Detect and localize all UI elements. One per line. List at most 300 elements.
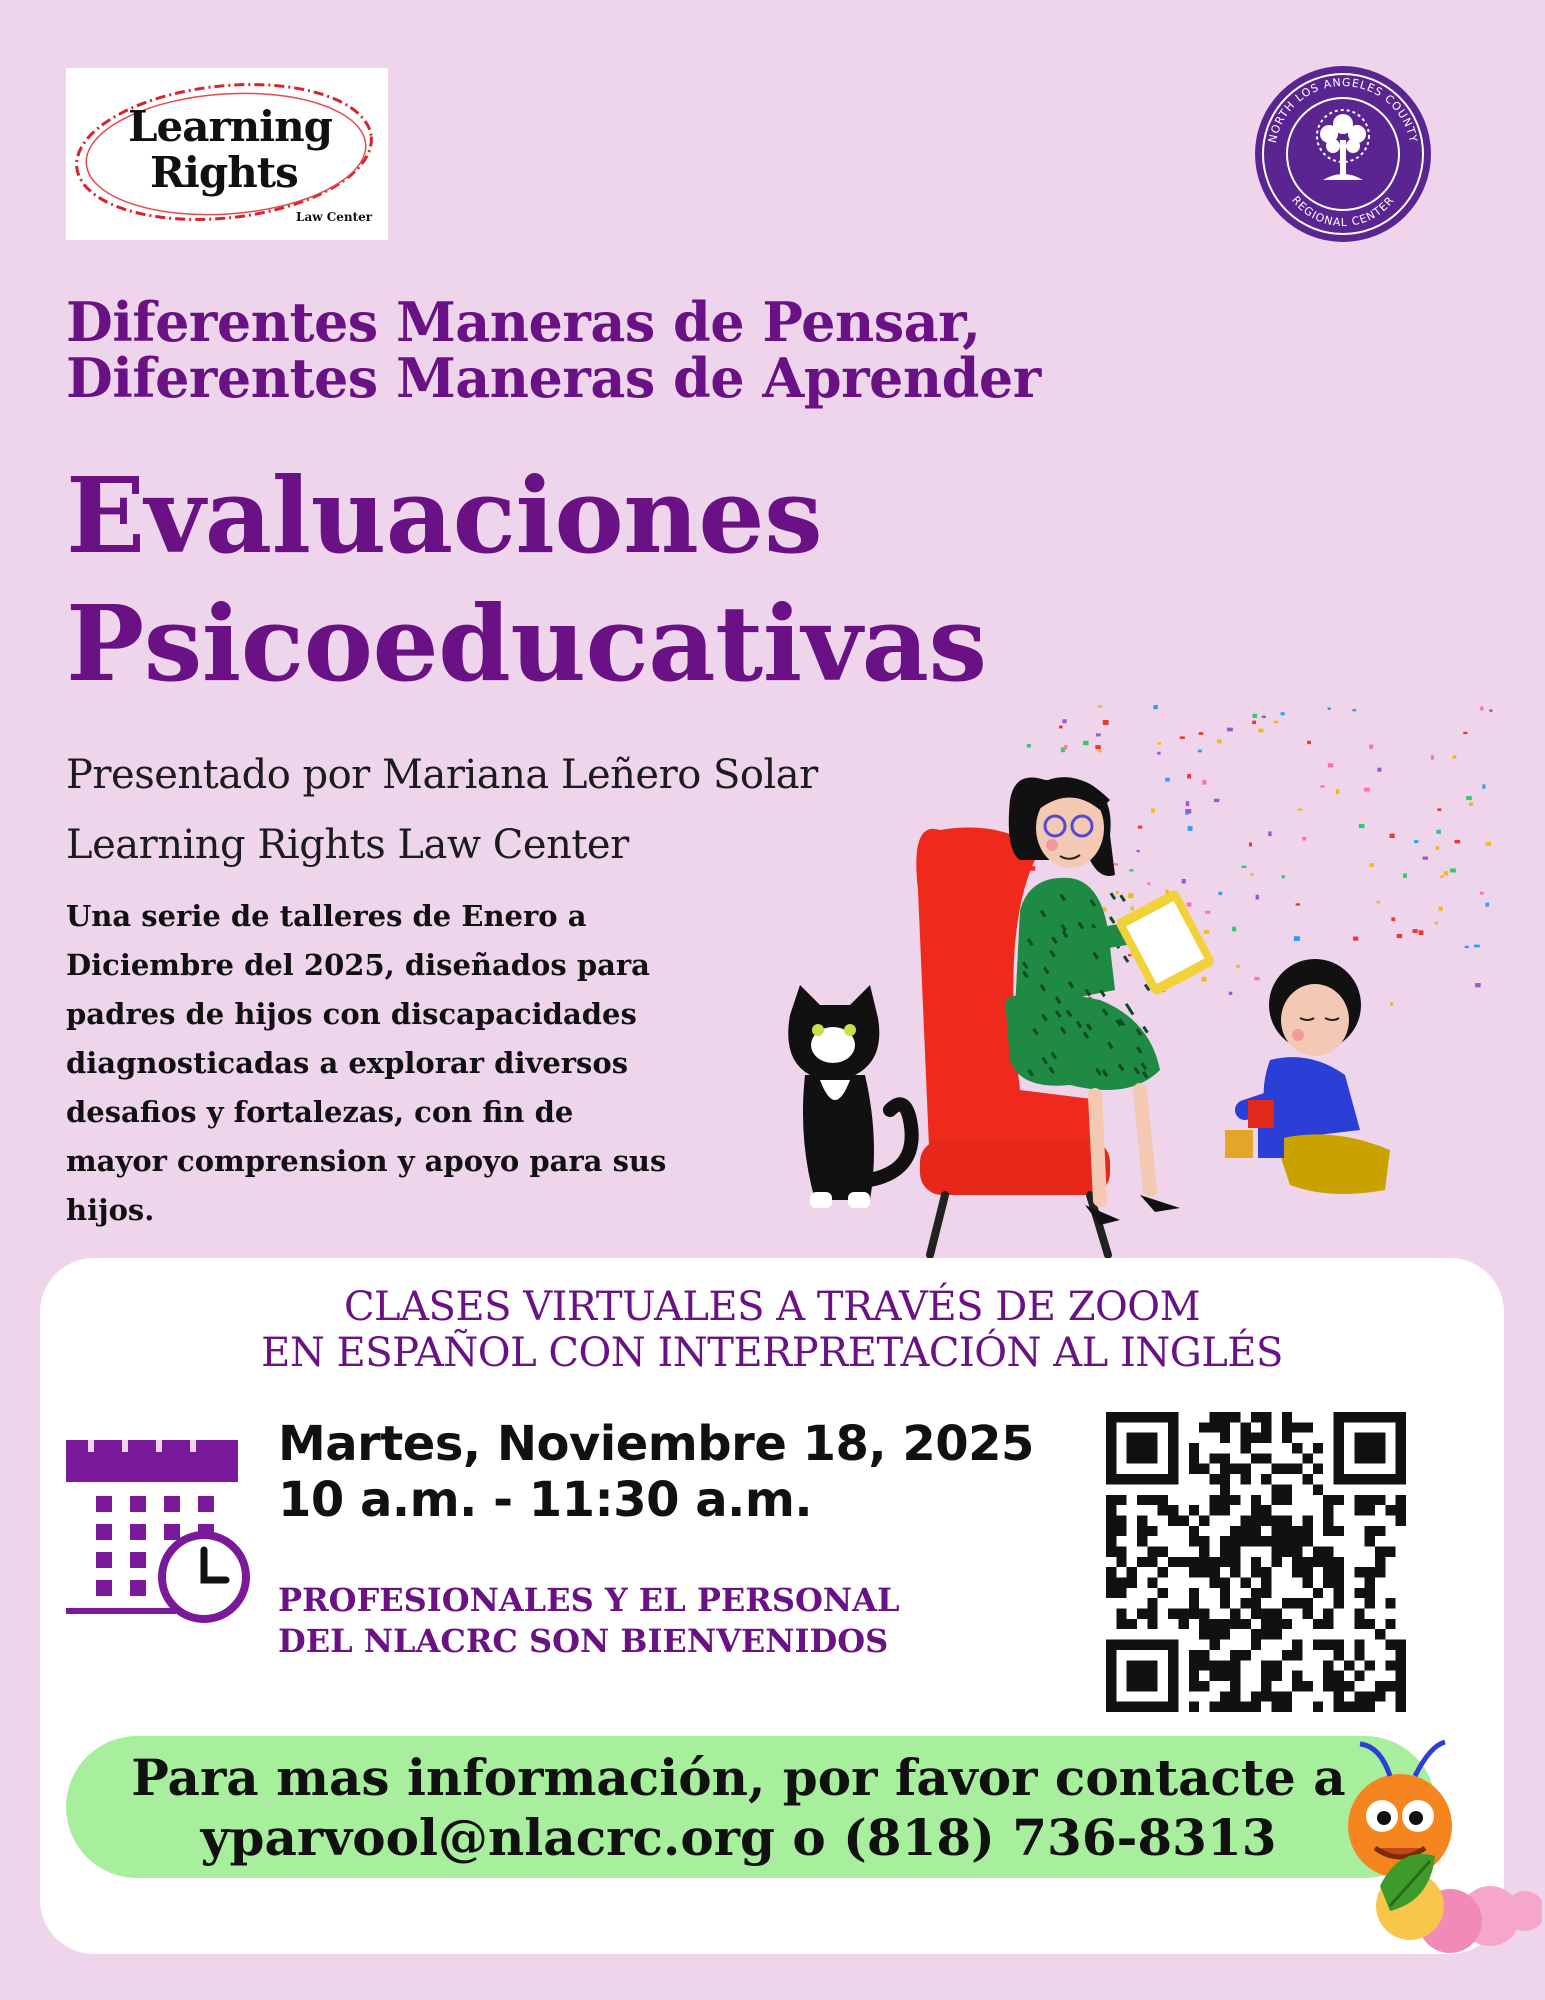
qr-module [1106,1546,1116,1556]
qr-module [1240,1702,1250,1712]
qr-module [1261,1681,1271,1691]
qr-module [1272,1464,1282,1474]
qr-module [1116,1515,1126,1525]
qr-module [1272,1619,1282,1629]
qr-module [1178,1557,1188,1567]
qr-module [1334,1578,1344,1588]
confetti-piece [1297,809,1302,811]
description-line: Diciembre del 2025, diseñados para [66,948,650,982]
qr-module [1220,1660,1230,1670]
confetti-piece [1336,789,1340,794]
confetti-piece [1364,788,1370,792]
qr-module [1209,1557,1219,1567]
qr-module [1375,1557,1385,1567]
qr-module [1199,1546,1209,1556]
event-mode-line-2: EN ESPAÑOL CON INTERPRETACIÓN AL INGLÉS [261,1330,1283,1376]
calendar-day [130,1524,146,1540]
confetti-piece [1250,873,1253,876]
confetti-piece [1403,873,1407,877]
qr-module [1189,1464,1199,1474]
qr-module [1375,1629,1385,1639]
page-title [66,452,987,708]
qr-module [1354,1650,1364,1660]
qr-module [1189,1505,1199,1515]
qr-module [1240,1433,1250,1443]
confetti-piece [1466,796,1472,800]
confetti-piece [1151,809,1155,813]
confetti-piece [1198,750,1202,753]
qr-finder [1127,1660,1158,1691]
qr-module [1199,1464,1209,1474]
confetti-piece [1095,745,1100,749]
confetti-piece [1158,742,1161,745]
confetti-piece [1205,911,1210,914]
qr-module [1323,1495,1333,1505]
qr-module [1240,1515,1250,1525]
block-red [1248,1100,1274,1128]
qr-module [1106,1578,1116,1588]
qr-module [1116,1578,1126,1588]
qr-module [1199,1557,1209,1567]
qr-module [1106,1495,1116,1505]
qr-module [1365,1660,1375,1670]
qr-module [1365,1578,1375,1588]
event-date: Martes, Noviembre 18, 2025 [278,1416,1034,1472]
confetti-piece [1474,945,1480,948]
confetti-piece [1202,780,1206,785]
qr-module [1209,1578,1219,1588]
qr-module [1303,1422,1313,1432]
qr-module [1313,1557,1323,1567]
qr-module [1230,1526,1240,1536]
qr-module [1334,1567,1344,1577]
qr-module [1292,1681,1302,1691]
child-figure [1245,959,1390,1194]
qr-module [1385,1619,1395,1629]
qr-module [1230,1495,1240,1505]
dress-stroke [1144,1027,1148,1033]
qr-module [1323,1671,1333,1681]
qr-module [1251,1640,1261,1650]
qr-module [1251,1526,1261,1536]
qr-module [1199,1619,1209,1629]
qr-module [1354,1495,1364,1505]
qr-module [1230,1702,1240,1712]
confetti-piece [1320,785,1324,787]
confetti-piece [1097,705,1102,707]
qr-module [1365,1536,1375,1546]
qr-module [1158,1588,1168,1598]
welcome-line-2: DEL NLACRC SON BIENVENIDOS [278,1622,889,1660]
qr-module [1354,1671,1364,1681]
qr-module [1199,1567,1209,1577]
confetti-piece [1469,802,1473,805]
confetti-piece [1128,893,1134,898]
qr-module [1282,1495,1292,1505]
logo-arc-bottom: REGIONAL CENTER [1289,193,1397,230]
qr-module [1261,1567,1271,1577]
qr-module [1375,1567,1385,1577]
qr-module [1385,1598,1395,1608]
contact-line-1: Para mas información, por favor contacte a [131,1748,1346,1807]
qr-module [1240,1650,1250,1660]
confetti-piece [1180,736,1185,739]
qr-module [1189,1598,1199,1608]
qr-module [1116,1526,1126,1536]
confetti-piece [1444,871,1449,875]
qr-module [1303,1567,1313,1577]
qr-module [1158,1495,1168,1505]
confetti-piece [1153,705,1157,709]
qr-module [1313,1640,1323,1650]
qr-module [1375,1546,1385,1556]
qr-module [1272,1557,1282,1567]
qr-module [1116,1557,1126,1567]
confetti-piece [1281,712,1285,715]
qr-module [1292,1422,1302,1432]
confetti-piece [1187,774,1191,778]
confetti-piece [1397,934,1402,938]
qr-module [1209,1671,1219,1681]
qr-module [1396,1650,1406,1660]
qr-module [1137,1526,1147,1536]
qr-module [1240,1474,1250,1484]
qr-module [1385,1640,1395,1650]
qr-module [1313,1588,1323,1598]
qr-module [1375,1526,1385,1536]
confetti-piece [1294,936,1300,941]
calendar-day [96,1496,112,1512]
calendar-day [96,1524,112,1540]
qr-module [1303,1515,1313,1525]
qr-module [1106,1515,1116,1525]
qr-module [1230,1536,1240,1546]
qr-module [1158,1567,1168,1577]
confetti-piece [1096,733,1101,736]
qr-module [1334,1495,1344,1505]
qr-module [1116,1588,1126,1598]
qr-module [1261,1536,1271,1546]
qr-module [1261,1588,1271,1598]
qr-module [1251,1557,1261,1567]
confetti-piece [1214,799,1219,802]
qr-module [1313,1464,1323,1474]
qr-module [1127,1567,1137,1577]
qr-module [1365,1526,1375,1536]
confetti-piece [1353,937,1358,941]
qr-module [1396,1660,1406,1670]
qr-module [1168,1609,1178,1619]
description-line: mayor comprension y apoyo para sus [66,1144,667,1178]
qr-module [1354,1619,1364,1629]
qr-module [1282,1526,1292,1536]
welcome-note [278,1580,899,1662]
confetti-piece [1253,714,1258,718]
qr-module [1147,1619,1157,1629]
event-datetime [278,1416,1034,1528]
description [66,892,706,1235]
dress-stroke [1124,956,1128,962]
qr-module [1199,1515,1209,1525]
qr-module [1292,1671,1302,1681]
qr-module [1199,1609,1209,1619]
confetti-piece [1439,907,1443,911]
qr-module [1272,1629,1282,1639]
qr-module [1240,1422,1250,1432]
confetti-piece [1202,977,1207,982]
confetti-piece [1262,716,1266,719]
qr-module [1220,1691,1230,1701]
qr-module [1282,1412,1292,1422]
qr-module [1178,1515,1188,1525]
qr-module [1303,1453,1313,1463]
qr-module [1106,1505,1116,1515]
qr-module [1354,1702,1364,1712]
confetti-piece [1377,768,1381,772]
contact-line-2[interactable]: yparvool@nlacrc.org o (818) 736-8313 [200,1808,1277,1867]
qr-module [1303,1536,1313,1546]
qr-module [1334,1640,1344,1650]
confetti-piece [1236,965,1239,968]
calendar-day [96,1552,112,1568]
qr-module [1354,1588,1364,1598]
qr-module [1209,1660,1219,1670]
qr-module [1199,1660,1209,1670]
qr-module [1220,1422,1230,1432]
qr-module [1282,1515,1292,1525]
qr-module [1272,1702,1282,1712]
confetti-piece [1463,732,1467,734]
qr-module [1365,1691,1375,1701]
calendar-day [164,1496,180,1512]
confetti-piece [1130,907,1133,911]
confetti-piece [1465,946,1469,948]
logo-word-rights: Rights [150,148,298,197]
qr-module [1168,1505,1178,1515]
qr-module [1147,1495,1157,1505]
confetti-piece [1436,830,1440,834]
qr-module [1251,1505,1261,1515]
qr-module [1313,1702,1323,1712]
qr-module [1240,1464,1250,1474]
qr-module [1251,1609,1261,1619]
qr-module [1106,1567,1116,1577]
presenter-org: Learning Rights Law Center [66,822,629,868]
confetti-piece [1274,721,1278,723]
qr-module [1209,1505,1219,1515]
qr-module [1230,1650,1240,1660]
qr-module [1261,1474,1271,1484]
qr-module [1292,1443,1302,1453]
confetti-piece [1059,726,1063,729]
confetti-piece [1114,863,1118,865]
confetti-piece [1232,927,1236,932]
qr-module [1334,1526,1344,1536]
contact-info [66,1748,1411,1868]
confetti-piece [1258,729,1264,733]
qr-module [1292,1526,1302,1536]
qr-module [1220,1484,1230,1494]
qr-module [1116,1495,1126,1505]
qr-module [1137,1495,1147,1505]
qr-module [1178,1609,1188,1619]
confetti-piece [1282,875,1285,878]
qr-module [1209,1702,1219,1712]
qr-module [1261,1660,1271,1670]
qr-module [1261,1515,1271,1525]
confetti-piece [1438,808,1442,811]
presenter-name: Presentado por Mariana Leñero Solar [66,752,818,798]
qr-module [1209,1619,1219,1629]
qr-module [1385,1546,1395,1556]
qr-module [1282,1484,1292,1494]
qr-module [1106,1536,1116,1546]
title-line-1: Evaluaciones [66,454,823,577]
confetti-piece [1256,895,1259,900]
confetti-piece [1062,719,1066,723]
confetti-piece [1480,707,1483,711]
subtitle-line-1: Diferentes Maneras de Pensar, [66,290,981,354]
confetti-piece [1027,744,1031,748]
calendar-day [130,1580,146,1596]
qr-module [1251,1515,1261,1525]
qr-module [1137,1515,1147,1525]
qr-module [1375,1495,1385,1505]
qr-module [1220,1495,1230,1505]
qr-module [1261,1422,1271,1432]
qr-module [1365,1702,1375,1712]
qr-module [1334,1671,1344,1681]
qr-module [1272,1609,1282,1619]
qr-module [1272,1546,1282,1556]
confetti-piece [1187,902,1192,906]
qr-module [1261,1433,1271,1443]
qr-module [1375,1681,1385,1691]
qr-module [1220,1536,1230,1546]
qr-module [1209,1412,1219,1422]
qr-module [1106,1588,1116,1598]
qr-module [1334,1702,1344,1712]
qr-module [1313,1443,1323,1453]
qr-module [1396,1495,1406,1505]
qr-module [1323,1578,1333,1588]
confetti-piece [1185,809,1191,813]
qr-code[interactable] [1106,1412,1406,1712]
qr-module [1292,1640,1302,1650]
confetti-piece [1352,709,1356,711]
confetti-piece [1296,903,1300,905]
qr-module [1344,1702,1354,1712]
qr-module [1127,1578,1137,1588]
qr-module [1189,1660,1199,1670]
confetti-piece [1186,801,1189,806]
qr-module [1116,1546,1126,1556]
qr-module [1240,1619,1250,1629]
confetti-piece [1249,843,1252,847]
confetti-piece [1489,709,1492,712]
confetti-piece [1486,903,1489,907]
qr-module [1292,1557,1302,1567]
caterpillar-illustration [1320,1736,1542,1966]
confetti-piece [1453,755,1457,759]
qr-module [1272,1515,1282,1525]
event-mode-line-1: CLASES VIRTUALES A TRAVÉS DE ZOOM [343,1284,1201,1330]
qr-module [1137,1609,1147,1619]
psychologist-illustration [770,700,1500,1260]
confetti-piece [1204,930,1209,934]
qr-module [1292,1546,1302,1556]
confetti-piece [1359,824,1365,828]
qr-module [1282,1619,1292,1629]
qr-module [1240,1526,1250,1536]
qr-module [1365,1495,1375,1505]
confetti-piece [1268,831,1271,836]
qr-module [1251,1453,1261,1463]
qr-module [1292,1464,1302,1474]
qr-module [1147,1526,1157,1536]
logo-word-law-center: Law Center [296,210,373,224]
confetti-piece [1218,892,1222,895]
qr-module [1323,1681,1333,1691]
description-line: Una serie de talleres de Enero a [66,899,587,933]
calendar-day [130,1552,146,1568]
qr-module [1365,1505,1375,1515]
qr-module [1220,1619,1230,1629]
qr-module [1209,1453,1219,1463]
logo-word-learning: Learning [128,102,332,151]
qr-module [1189,1453,1199,1463]
dress-stroke [1121,895,1125,901]
confetti-piece [1390,1002,1393,1005]
qr-module [1220,1578,1230,1588]
dress-stroke [1111,893,1115,899]
qr-module [1354,1609,1364,1619]
qr-module [1251,1629,1261,1639]
qr-module [1240,1578,1250,1588]
confetti-piece [1328,763,1333,767]
qr-module [1365,1567,1375,1577]
qr-module [1323,1546,1333,1556]
qr-module [1303,1526,1313,1536]
qr-module [1272,1484,1282,1494]
qr-module [1303,1578,1313,1588]
qr-module [1292,1567,1302,1577]
confetti-piece [1419,930,1424,935]
qr-module [1220,1433,1230,1443]
confetti-piece [1431,755,1434,760]
qr-module [1344,1681,1354,1691]
qr-module [1168,1557,1178,1567]
title-line-2: Psicoeducativas [66,582,987,705]
qr-module [1292,1598,1302,1608]
confetti-piece [1455,840,1461,843]
qr-module [1385,1681,1395,1691]
learning-rights-logo [66,68,388,240]
qr-module [1334,1588,1344,1598]
qr-module [1106,1526,1116,1536]
qr-module [1158,1505,1168,1515]
qr-module [1313,1546,1323,1556]
calendar-day [164,1524,180,1540]
confetti-piece [1165,778,1170,782]
qr-module [1272,1526,1282,1536]
confetti-piece [1475,983,1481,987]
dress-stroke [1110,917,1114,923]
confetti-piece [1064,745,1067,749]
qr-module [1396,1681,1406,1691]
qr-module [1178,1619,1188,1629]
qr-module [1230,1691,1240,1701]
